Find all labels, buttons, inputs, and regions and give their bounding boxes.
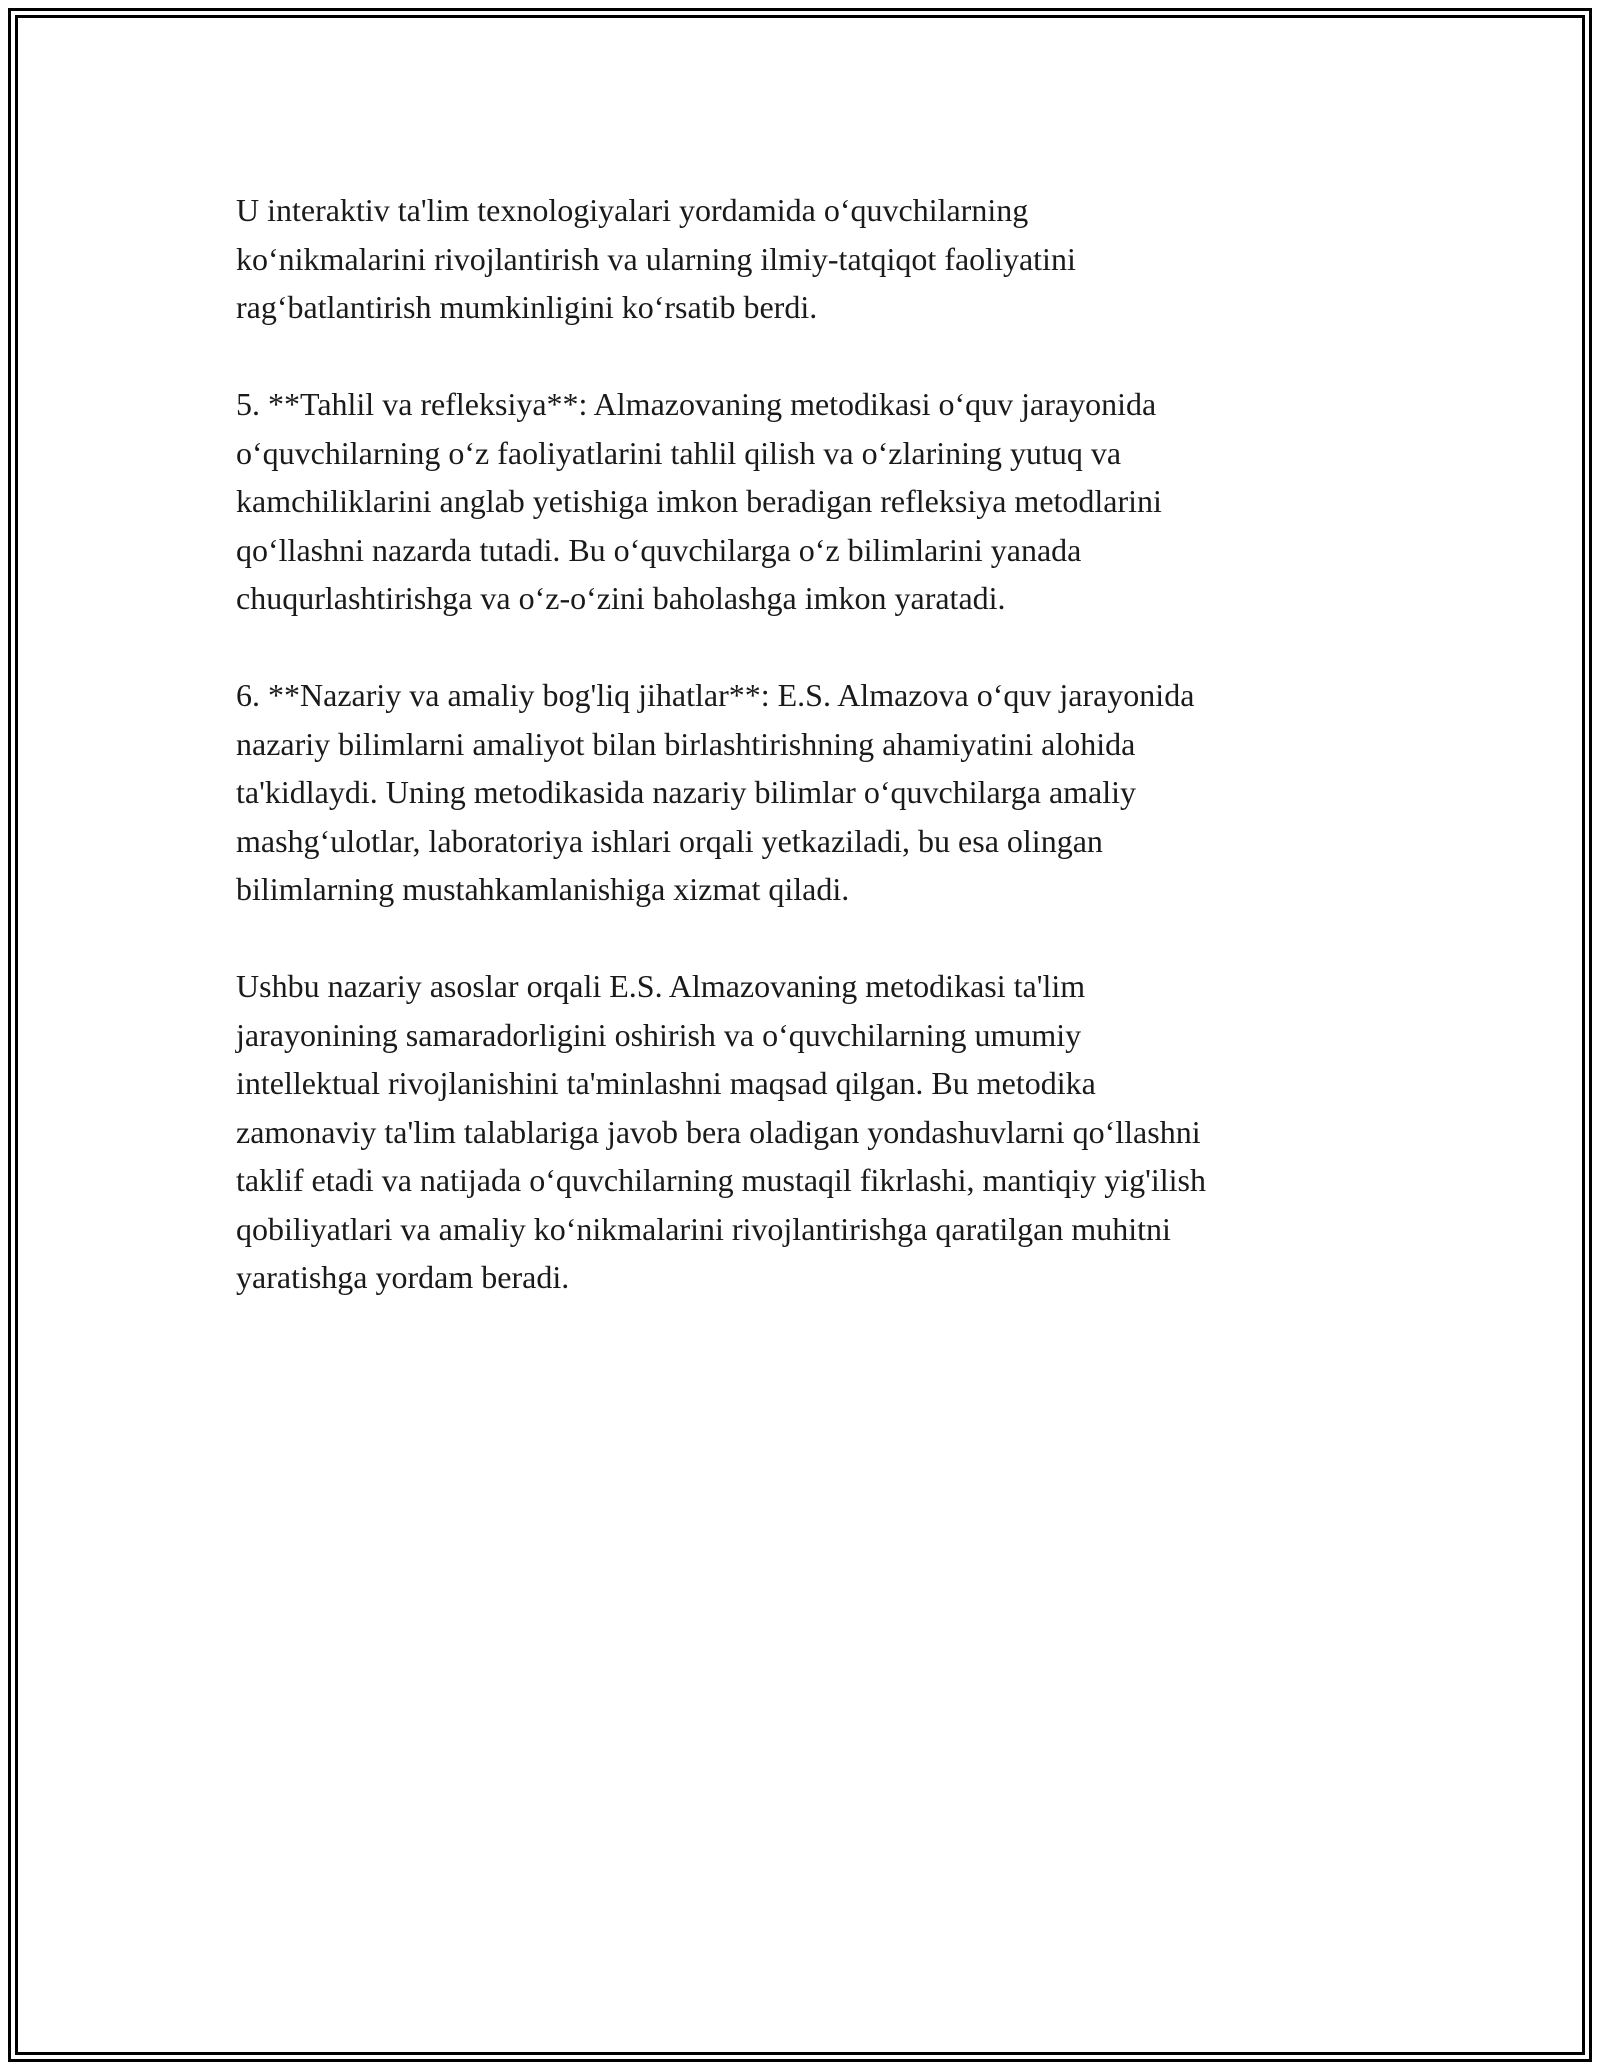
text-line: jarayonining samaradorligini oshirish va o‘quvchilarning umumiy [236,1016,1082,1053]
text-line: nazariy bilimlarni amaliyot bilan birlashtirishning ahamiyatini alohida [236,725,1136,762]
paragraph-intro-continuation [236,186,1396,332]
text-line: taklif etadi va natijada o‘quvchilarning mustaqil fikrlashi, mantiqiy yig'ilish [236,1162,1206,1198]
text-line: U interaktiv ta'lim texnologiyalari yordamida o‘quvchilarning [236,192,1029,228]
paragraph-conclusion [236,962,1396,1302]
text-line: zamonaviy ta'lim talablariga javob bera oladigan yondashuvlarni qo‘llashni [236,1113,1201,1150]
text-line: ta'kidlaydi. Uning metodikasida nazariy bilimlar o‘quvchilarga amaliy [236,774,1137,810]
text-line: chuqurlashtirishga va o‘z-o‘zini baholashga imkon yaratadi. [236,580,1006,616]
text-line: intellektual rivojlanishini ta'minlashni maqsad qilgan. Bu metodika [236,1065,1096,1101]
document-body [236,186,1396,1350]
text-line: bilimlarning mustahkamlanishiga xizmat qiladi. [236,871,850,907]
text-line: qobiliyatlari va amaliy ko‘nikmalarini rivojlantirishga qaratilgan muhitni [236,1210,1171,1247]
paragraph-item-5 [236,380,1396,623]
text-line: 5. **Tahlil va refleksiya**: Almazovaning metodikasi o‘quv jarayonida [236,386,1157,422]
text-line: o‘quvchilarning o‘z faoliyatlarini tahlil qilish va o‘zlarining yutuq va [236,434,1122,471]
text-line: 6. **Nazariy va amaliy bog'liq jihatlar**: E.S. Almazova o‘quv jarayonida [236,677,1195,713]
text-line: rag‘batlantirish mumkinligini ko‘rsatib berdi. [236,289,818,325]
text-line: ko‘nikmalarini rivojlantirish va ularning ilmiy-tatqiqot faoliyatini [236,240,1076,277]
text-line: kamchiliklarini anglab yetishiga imkon beradigan refleksiya metodlarini [236,483,1162,519]
paragraph-item-6 [236,671,1396,914]
text-line: qo‘llashni nazarda tutadi. Bu o‘quvchilarga o‘z bilimlarini yanada [236,531,1082,568]
text-line: yaratishga yordam beradi. [236,1259,570,1295]
text-line: Ushbu nazariy asoslar orqali E.S. Almazovaning metodikasi ta'lim [236,968,1086,1004]
text-line: mashg‘ulotlar, laboratoriya ishlari orqali yetkaziladi, bu esa olingan [236,822,1103,859]
